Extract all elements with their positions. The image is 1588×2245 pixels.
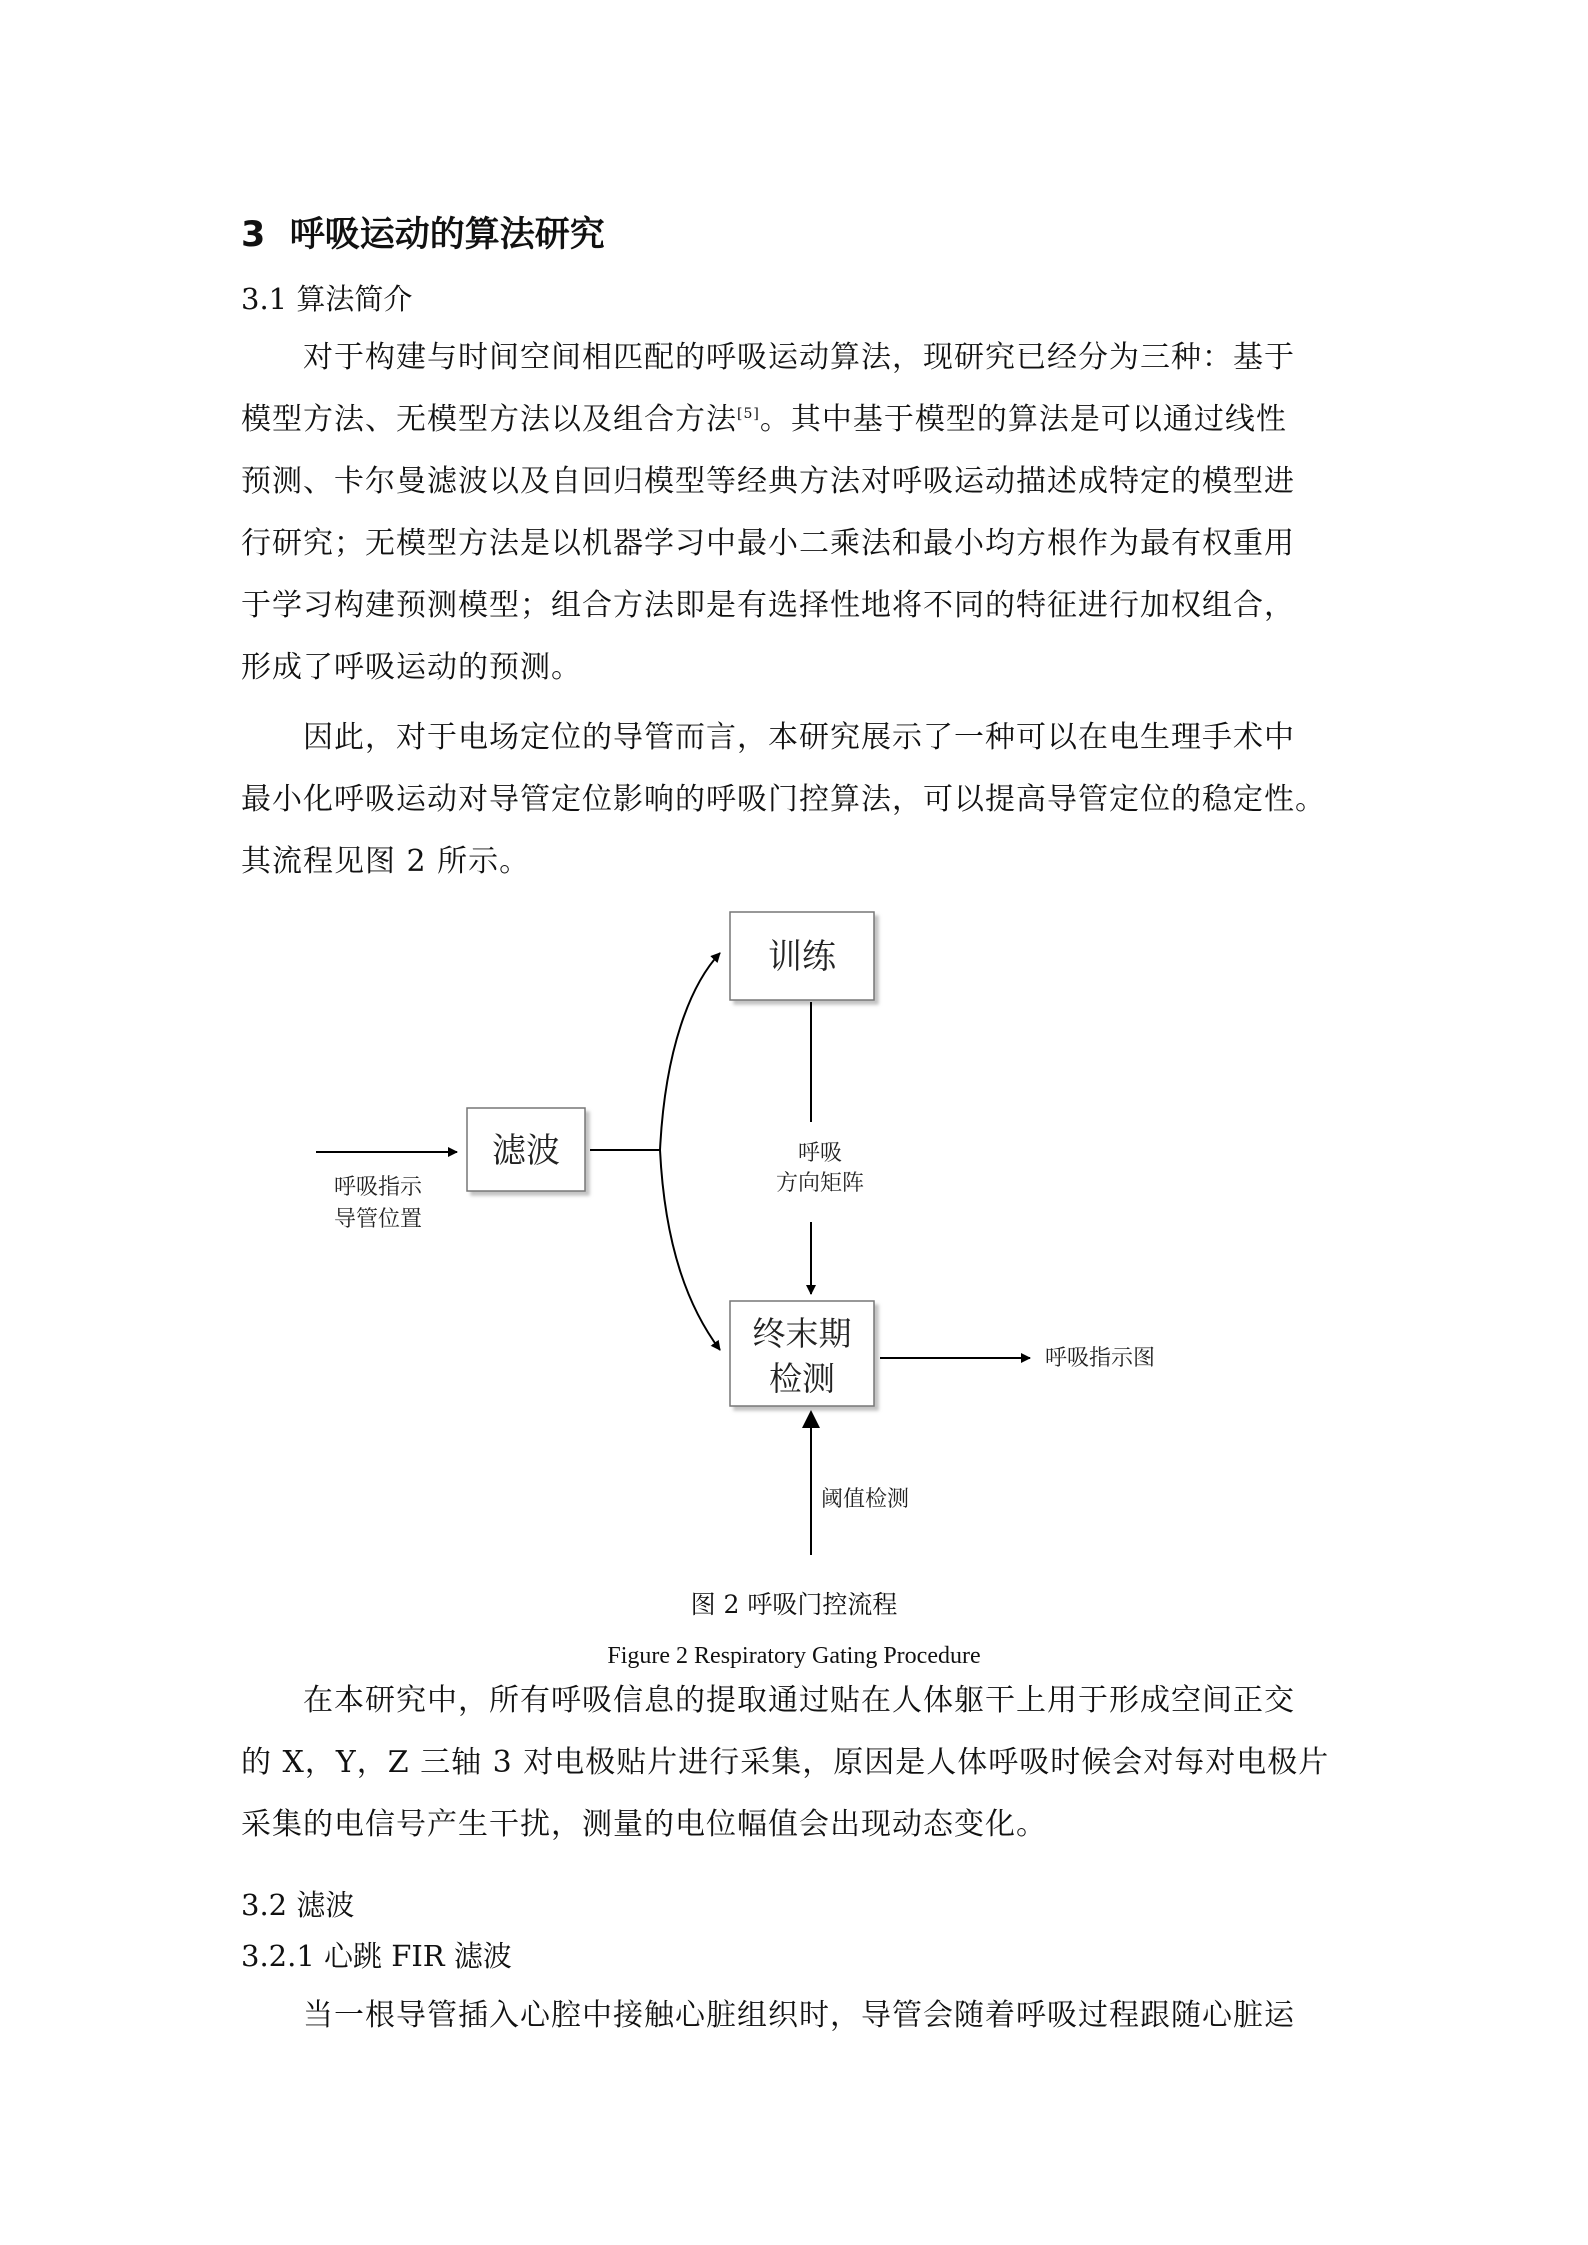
curve-arrow-to-train — [660, 953, 720, 1150]
box-train-label: 训练 — [768, 937, 836, 977]
matrix-label-1: 呼吸 — [797, 1141, 843, 1166]
input-label-1: 呼吸指示 — [333, 1175, 423, 1200]
section-number: 3 — [241, 215, 266, 255]
paragraph-4 — [241, 1985, 1366, 2047]
input-label-2: 导管位置 — [333, 1207, 423, 1232]
subsection-heading-3-1: 3.1 算法简介 — [241, 282, 413, 316]
paragraph-line: 于学习构建预测模型；组合方法即是有选择性地将不同的特征进行加权组合， — [241, 588, 1295, 623]
paragraph-line: 预测、卡尔曼滤波以及自回归模型等经典方法对呼吸运动描述成特定的模型进 — [241, 464, 1295, 499]
box-detect-label-2: 检测 — [769, 1359, 835, 1398]
section-title: 呼吸运动的算法研究 — [289, 215, 605, 255]
box-filter-label: 滤波 — [492, 1131, 560, 1171]
citation: [5] — [737, 406, 760, 422]
paragraph-line: 行研究；无模型方法是以机器学习中最小二乘法和最小均方根作为最有权重用 — [241, 526, 1295, 561]
figure-caption-en: Figure 2 Respiratory Gating Procedure — [607, 1643, 981, 1669]
paragraph-line: 模型方法、无模型方法以及组合方法[5]。其中基于模型的算法是可以通过线性 — [241, 402, 1287, 437]
figure-caption-cn: 图 2 呼吸门控流程 — [690, 1590, 898, 1619]
paragraph-line: 在本研究中，所有呼吸信息的提取通过贴在人体躯干上用于形成空间正交 — [303, 1683, 1295, 1718]
paragraph-line: 对于构建与时间空间相匹配的呼吸运动算法，现研究已经分为三种：基于 — [303, 340, 1295, 375]
threshold-label: 阈值检测 — [821, 1487, 910, 1512]
paragraph-line: 因此，对于电场定位的导管而言，本研究展示了一种可以在电生理手术中 — [303, 720, 1295, 755]
subsection-heading-3-2: 3.2 滤波 — [241, 1888, 355, 1922]
paragraph-line: 的 X，Y，Z 三轴 3 对电极贴片进行采集，原因是人体呼吸时候会对每对电极片 — [241, 1745, 1330, 1780]
paragraph-line: 当一根导管插入心腔中接触心脏组织时，导管会随着呼吸过程跟随心脏运 — [303, 1998, 1295, 2033]
paragraph-line: 最小化呼吸运动对导管定位影响的呼吸门控算法，可以提高导管定位的稳定性。 — [241, 782, 1326, 817]
box-detect-label-1: 终末期 — [752, 1314, 852, 1353]
paragraph-line: 采集的电信号产生干扰，测量的电位幅值会出现动态变化。 — [241, 1807, 1047, 1842]
paragraph-line: 其流程见图 2 所示。 — [241, 844, 531, 879]
subsection-heading-3-2-1: 3.2.1 心跳 FIR 滤波 — [241, 1939, 512, 1973]
curve-arrow-to-detect — [660, 1150, 720, 1350]
output-label: 呼吸指示图 — [1045, 1346, 1156, 1371]
paragraph-line: 形成了呼吸运动的预测。 — [241, 650, 582, 685]
matrix-label-2: 方向矩阵 — [775, 1171, 865, 1196]
paragraph-3 — [241, 1670, 1366, 1856]
